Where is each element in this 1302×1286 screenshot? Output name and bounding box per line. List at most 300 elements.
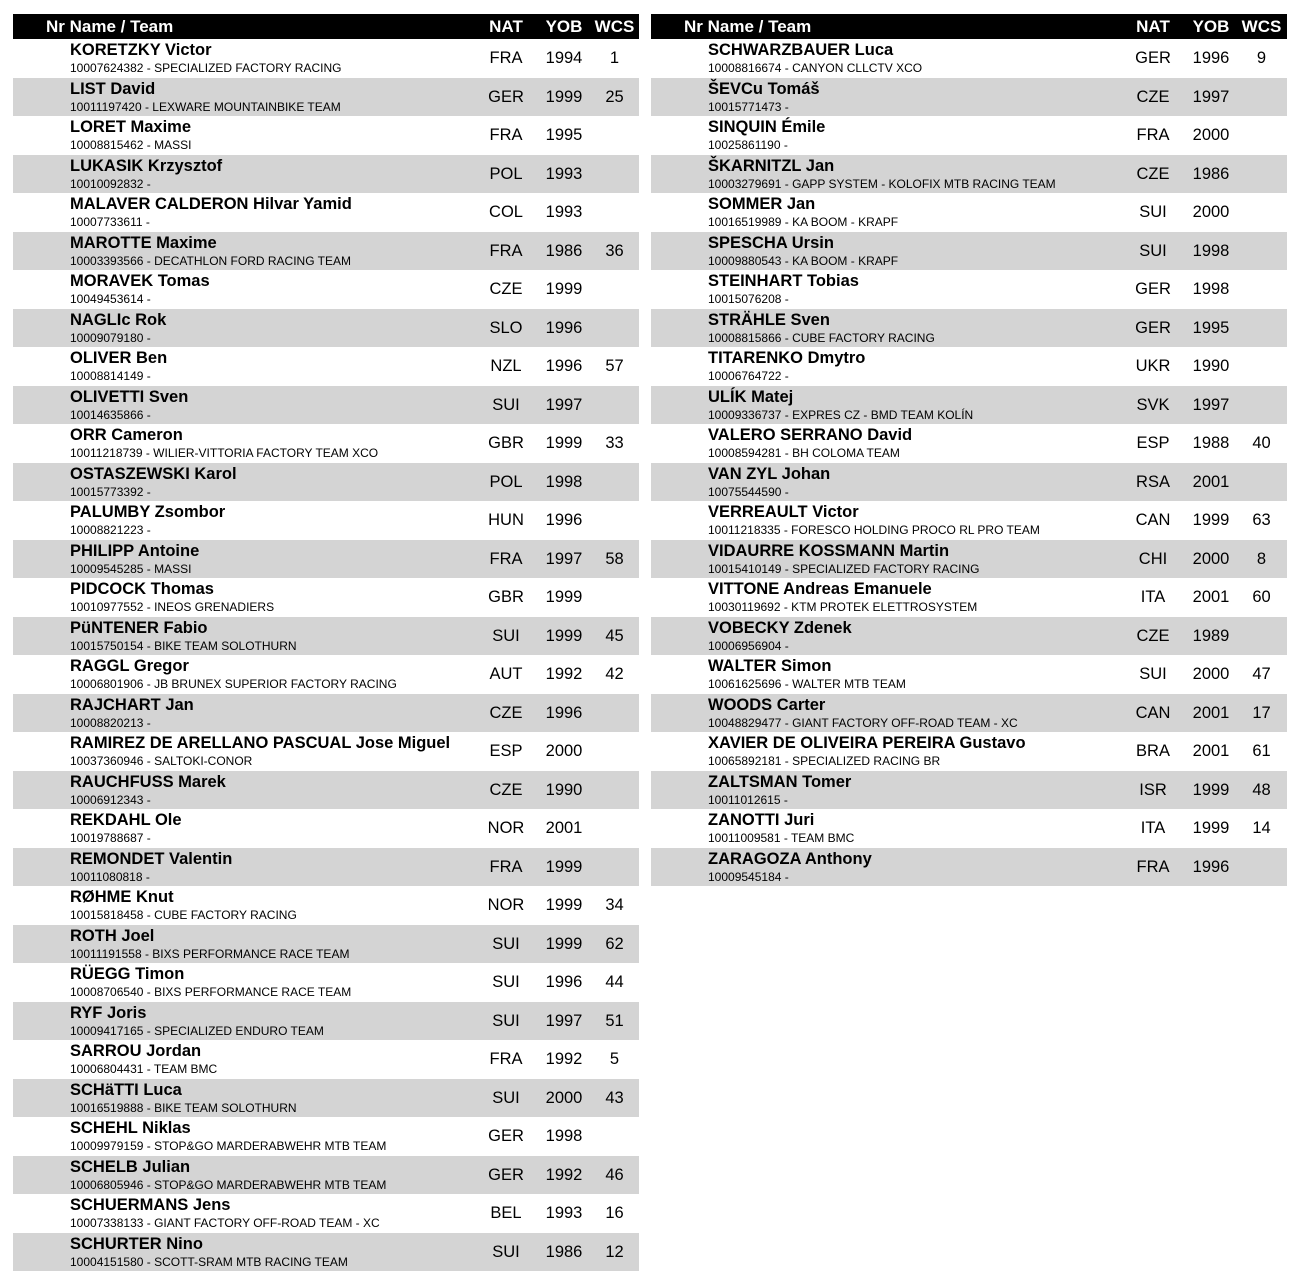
rider-team: 10010977552 - INEOS GRENADIERS — [70, 600, 275, 614]
rider-name: ULÍK Matej — [708, 387, 794, 406]
table-row — [651, 463, 1287, 502]
rider-name: NAGLIc Rok — [70, 310, 167, 329]
rider-wcs: 14 — [1252, 819, 1271, 837]
rider-name: RAGGL Gregor — [70, 657, 189, 675]
rider-wcs: 47 — [1252, 665, 1271, 683]
rider-name: REKDAHL Ole — [70, 811, 182, 829]
table-row — [13, 232, 639, 271]
rider-team: 10008821223 - — [70, 523, 151, 537]
table-header — [651, 14, 1287, 39]
rider-team: 10008814149 - — [70, 369, 151, 383]
rider-name: KORETZKY Victor — [70, 41, 212, 59]
table-row — [651, 270, 1287, 309]
rider-wcs: 17 — [1252, 703, 1271, 722]
rider-nat: FRA — [489, 1050, 523, 1068]
rider-name: SOMMER Jan — [708, 195, 816, 213]
rider-team: 10007338133 - GIANT FACTORY OFF-ROAD TEAM - XC — [70, 1216, 380, 1230]
rider-nat: SUI — [492, 973, 520, 991]
rider-team: 10009545285 - MASSI — [70, 561, 192, 576]
rider-yob: 1993 — [545, 164, 583, 183]
rider-team: 10048829477 - GIANT FACTORY OFF-ROAD TEAM - XC — [708, 715, 1018, 730]
rider-wcs: 12 — [605, 1242, 624, 1261]
rider-wcs: 43 — [605, 1088, 624, 1107]
rider-nat: ITA — [1140, 819, 1166, 837]
rider-name: ŠEVCu Tomáš — [708, 79, 820, 98]
table-row — [13, 193, 639, 232]
table-row — [13, 1233, 639, 1272]
rider-team: 10011012615 - — [708, 792, 788, 807]
rider-team: 10008815462 - MASSI — [70, 138, 192, 152]
rider-team: 10061625696 - WALTER MTB TEAM — [708, 677, 906, 691]
rider-yob: 1990 — [1192, 357, 1230, 375]
rider-yob: 1986 — [1192, 164, 1230, 183]
rider-team: 10011218335 - FORESCO HOLDING PROCO RL PRO TEAM — [708, 523, 1040, 537]
rider-nat: FRA — [489, 241, 523, 260]
rider-wcs: 16 — [605, 1204, 624, 1222]
rider-nat: SLO — [489, 318, 523, 337]
rider-team: 10009336737 - EXPRES CZ - BMD TEAM KOLÍN — [708, 407, 974, 422]
table-row — [651, 386, 1287, 425]
rider-yob: 1999 — [545, 280, 583, 298]
rider-nat: SUI — [492, 1088, 520, 1107]
rider-team: 10014635866 - — [70, 407, 151, 422]
rider-yob: 1999 — [545, 896, 583, 914]
rider-nat: SUI — [492, 1011, 520, 1030]
rider-nat: ESP — [489, 742, 523, 760]
rider-team: 10011218739 - WILIER-VITTORIA FACTORY TEAM XCO — [70, 446, 379, 460]
rider-wcs: 40 — [1252, 434, 1271, 452]
rider-name: STRÄHLE Sven — [708, 310, 830, 329]
rider-team: 10006801906 - JB BRUNEX SUPERIOR FACTORY RACING — [70, 677, 397, 691]
rider-name: VOBECKY Zdenek — [708, 618, 852, 637]
rider-wcs: 25 — [605, 87, 624, 106]
rider-name: SPESCHA Ursin — [708, 233, 834, 252]
table-row — [13, 578, 639, 617]
rider-nat: SUI — [492, 934, 520, 953]
rider-nat: GER — [1135, 280, 1171, 298]
table-header — [13, 14, 639, 39]
table-row — [13, 617, 639, 656]
rider-yob: 1996 — [545, 511, 583, 529]
rider-wcs: 33 — [605, 434, 624, 452]
rider-nat: CZE — [1136, 164, 1170, 183]
rider-nat: GER — [488, 87, 524, 106]
rider-nat: GER — [1135, 49, 1171, 67]
rider-wcs: 60 — [1252, 588, 1271, 606]
rider-nat: SUI — [1139, 203, 1167, 221]
rider-yob: 1997 — [545, 1011, 583, 1030]
rider-name: ROTH Joel — [70, 926, 155, 945]
rider-name: TITARENKO Dmytro — [708, 349, 866, 367]
table-row — [651, 155, 1287, 194]
rider-nat: NOR — [487, 819, 525, 837]
rider-team: 10019788687 - — [70, 831, 151, 845]
rider-team: 10008820213 - — [70, 715, 151, 730]
table-row — [13, 540, 639, 579]
rider-name: WOODS Carter — [708, 695, 826, 714]
rider-yob: 1999 — [545, 626, 583, 645]
rider-yob: 1995 — [545, 126, 583, 144]
rider-yob: 1992 — [545, 1050, 583, 1068]
rider-name: VITTONE Andreas Emanuele — [708, 580, 932, 598]
rider-yob: 1986 — [545, 1242, 583, 1261]
rider-name: SCHELB Julian — [70, 1157, 191, 1176]
rider-yob: 1986 — [545, 241, 583, 260]
rider-wcs: 62 — [605, 934, 624, 953]
rider-nat: UKR — [1135, 357, 1171, 375]
rider-team: 10006956904 - — [708, 638, 789, 653]
rider-team: 10015076208 - — [708, 292, 789, 306]
table-row — [651, 309, 1287, 348]
rider-nat: NOR — [487, 896, 525, 914]
rider-team: 10015410149 - SPECIALIZED FACTORY RACING — [708, 561, 980, 576]
rider-team: 10006805946 - STOP&GO MARDERABWEHR MTB TEAM — [70, 1177, 387, 1192]
rider-yob: 1998 — [1192, 280, 1230, 298]
rider-yob: 1999 — [545, 434, 583, 452]
header-nat: NAT — [489, 17, 523, 36]
table-row — [651, 809, 1287, 848]
table-row — [651, 694, 1287, 733]
rider-nat: CHI — [1138, 549, 1168, 568]
rider-yob: 2001 — [1192, 588, 1230, 606]
table-row — [13, 886, 639, 925]
rider-yob: 1999 — [545, 588, 583, 606]
rider-name: LUKASIK Krzysztof — [70, 156, 223, 175]
rider-yob: 1996 — [545, 703, 583, 722]
rider-nat: GER — [488, 1127, 524, 1145]
rider-name: ŠKARNITZL Jan — [708, 156, 835, 175]
rider-team: 10037360946 - SALTOKI-CONOR — [70, 754, 253, 768]
rider-name: REMONDET Valentin — [70, 849, 233, 868]
rider-name: STEINHART Tobias — [708, 272, 859, 290]
table-row — [13, 694, 639, 733]
header-wcs: WCS — [594, 17, 635, 36]
rider-name: OSTASZEWSKI Karol — [70, 464, 237, 483]
rider-name: PüNTENER Fabio — [70, 618, 208, 637]
table-row — [651, 232, 1287, 271]
rider-team: 10015773392 - — [70, 484, 151, 499]
rider-team: 10006804431 - TEAM BMC — [70, 1062, 218, 1076]
rider-team: 10008594281 - BH COLOMA TEAM — [708, 446, 900, 460]
rider-yob: 1997 — [1192, 87, 1230, 106]
rider-nat: FRA — [1136, 126, 1170, 144]
rider-yob: 1994 — [545, 49, 583, 67]
rider-team: 10015818458 - CUBE FACTORY RACING — [70, 908, 297, 922]
table-row — [13, 386, 639, 425]
rider-nat: SUI — [1139, 241, 1167, 260]
rider-nat: CZE — [489, 780, 523, 799]
rider-yob: 2001 — [1192, 703, 1230, 722]
header-yob: YOB — [1192, 17, 1230, 36]
rider-yob: 1992 — [545, 1165, 583, 1184]
rider-yob: 2001 — [1192, 472, 1230, 491]
rider-yob: 1993 — [545, 1204, 583, 1222]
rider-name: ZARAGOZA Anthony — [708, 849, 872, 868]
rider-yob: 2000 — [1192, 126, 1230, 144]
rider-team: 10075544590 - — [708, 484, 789, 499]
rider-team: 10003279691 - GAPP SYSTEM - KOLOFIX MTB RACING TEAM — [708, 176, 1056, 191]
rider-wcs: 34 — [605, 896, 624, 914]
rider-name: MALAVER CALDERON Hilvar Yamid — [70, 195, 352, 213]
rider-yob: 2000 — [1192, 203, 1230, 221]
rider-wcs: 8 — [1256, 549, 1267, 568]
rider-wcs: 9 — [1256, 49, 1267, 67]
table-row — [13, 270, 639, 309]
table-row — [651, 655, 1287, 694]
rider-team: 10009417165 - SPECIALIZED ENDURO TEAM — [70, 1023, 324, 1038]
rider-team: 10016519888 - BIKE TEAM SOLOTHURN — [70, 1100, 297, 1115]
rider-nat: GBR — [488, 588, 524, 606]
rider-team: 10030119692 - KTM PROTEK ELETTROSYSTEM — [708, 600, 978, 614]
rider-team: 10008816674 - CANYON CLLCTV XCO — [708, 61, 923, 75]
rider-wcs: 48 — [1252, 780, 1271, 799]
rider-nat: CZE — [489, 703, 523, 722]
table-row — [13, 1117, 639, 1156]
rider-team: 10006912343 - — [70, 792, 151, 807]
rider-team: 10008706540 - BIXS PERFORMANCE RACE TEAM — [70, 985, 352, 999]
table-row — [13, 1194, 639, 1233]
rider-nat: HUN — [488, 511, 524, 529]
rider-wcs: 58 — [605, 549, 624, 568]
rider-nat: AUT — [489, 665, 523, 683]
rider-name: MAROTTE Maxime — [70, 233, 217, 252]
table-row — [13, 809, 639, 848]
rider-yob: 1996 — [1192, 49, 1230, 67]
rider-nat: SVK — [1136, 395, 1170, 414]
rider-name: SARROU Jordan — [70, 1042, 202, 1060]
rider-team: 10008815866 - CUBE FACTORY RACING — [708, 330, 935, 345]
rider-nat: ITA — [1140, 588, 1166, 606]
rider-team: 10009079180 - — [70, 330, 151, 345]
rider-team: 10006764722 - — [708, 369, 789, 383]
rider-name: PALUMBY Zsombor — [70, 503, 226, 521]
rider-name: RAUCHFUSS Marek — [70, 772, 226, 791]
rider-team: 10049453614 - — [70, 292, 151, 306]
rider-name: WALTER Simon — [708, 657, 832, 675]
table-row — [651, 424, 1287, 463]
rider-nat: CZE — [1136, 87, 1170, 106]
rider-yob: 1993 — [545, 203, 583, 221]
rider-name: SINQUIN Émile — [708, 118, 826, 136]
rider-name: XAVIER DE OLIVEIRA PEREIRA Gustavo — [708, 734, 1026, 752]
header-name: Nr Name / Team — [684, 17, 812, 36]
table-row — [13, 309, 639, 348]
rider-name: RÜEGG Timon — [70, 965, 185, 983]
rider-nat: FRA — [489, 857, 523, 876]
rider-yob: 1998 — [545, 1127, 583, 1145]
rider-yob: 1999 — [545, 87, 583, 106]
rider-yob: 1995 — [1192, 318, 1230, 337]
rider-yob: 1990 — [545, 780, 583, 799]
rider-name: ORR Cameron — [70, 426, 183, 444]
table-row — [651, 617, 1287, 656]
table-row — [651, 347, 1287, 386]
rider-nat: ESP — [1136, 434, 1170, 452]
table-row — [13, 155, 639, 194]
rider-team: 10010092832 - — [70, 176, 151, 191]
rider-name: VALERO SERRANO David — [708, 426, 913, 444]
rider-name: RAMIREZ DE ARELLANO PASCUAL Jose Miguel — [70, 734, 451, 752]
rider-nat: POL — [489, 164, 523, 183]
table-row — [651, 78, 1287, 117]
rider-yob: 2001 — [1192, 742, 1230, 760]
rider-team: 10011009581 - TEAM BMC — [708, 831, 855, 845]
rider-team: 10011191558 - BIXS PERFORMANCE RACE TEAM — [70, 946, 350, 961]
table-row — [651, 771, 1287, 810]
table-row — [651, 116, 1287, 155]
rider-team: 10004151580 - SCOTT-SRAM MTB RACING TEAM — [70, 1254, 348, 1269]
table-row — [13, 347, 639, 386]
table-row — [13, 39, 639, 78]
rider-nat: CZE — [1136, 626, 1170, 645]
rider-team: 10011080818 - — [70, 869, 150, 884]
table-row — [13, 963, 639, 1002]
table-row — [13, 78, 639, 117]
rider-team: 10011197420 - LEXWARE MOUNTAINBIKE TEAM — [70, 99, 341, 114]
table-row — [13, 1002, 639, 1041]
rider-name: VIDAURRE KOSSMANN Martin — [708, 541, 950, 560]
rider-name: PHILIPP Antoine — [70, 541, 200, 560]
rider-team: 10009880543 - KA BOOM - KRAPF — [708, 253, 899, 268]
rider-team: 10003393566 - DECATHLON FORD RACING TEAM — [70, 253, 351, 268]
rider-nat: SUI — [1139, 665, 1167, 683]
rider-name: ZANOTTI Juri — [708, 811, 815, 829]
header-yob: YOB — [545, 17, 583, 36]
rider-wcs: 63 — [1252, 511, 1271, 529]
rider-yob: 1989 — [1192, 626, 1230, 645]
rider-wcs: 36 — [605, 241, 624, 260]
rider-yob: 2000 — [1192, 549, 1230, 568]
rider-yob: 2000 — [1192, 665, 1230, 683]
table-row — [13, 463, 639, 502]
rider-yob: 2000 — [545, 1088, 583, 1107]
rider-nat: GER — [1135, 318, 1171, 337]
rider-name: PIDCOCK Thomas — [70, 580, 214, 598]
rider-wcs: 46 — [605, 1165, 624, 1184]
rider-yob: 1992 — [545, 665, 583, 683]
rider-yob: 1997 — [1192, 395, 1230, 414]
rider-yob: 1996 — [545, 318, 583, 337]
rider-nat: COL — [489, 203, 523, 221]
table-row — [13, 501, 639, 540]
rider-name: LIST David — [70, 79, 156, 98]
rider-wcs: 61 — [1252, 742, 1271, 760]
table-row — [13, 655, 639, 694]
rider-nat: NZL — [490, 357, 522, 375]
rider-team: 10015771473 - — [708, 99, 789, 114]
rider-name: OLIVER Ben — [70, 349, 168, 367]
rider-nat: SUI — [492, 395, 520, 414]
rider-nat: FRA — [489, 126, 523, 144]
rider-nat: GBR — [488, 434, 524, 452]
rider-yob: 1996 — [545, 357, 583, 375]
rider-name: VAN ZYL Johan — [708, 464, 831, 483]
table-row — [13, 1079, 639, 1118]
rider-yob: 1999 — [545, 857, 583, 876]
table-row — [651, 848, 1287, 887]
rider-name: VERREAULT Victor — [708, 503, 859, 521]
rider-name: SCHURTER Nino — [70, 1234, 203, 1253]
rider-nat: RSA — [1136, 472, 1170, 491]
rider-nat: BEL — [490, 1204, 522, 1222]
rider-team: 10007624382 - SPECIALIZED FACTORY RACING — [70, 61, 342, 75]
rider-team: 10015750154 - BIKE TEAM SOLOTHURN — [70, 638, 297, 653]
rider-name: OLIVETTI Sven — [70, 387, 189, 406]
rider-name: LORET Maxime — [70, 118, 192, 136]
rider-yob: 1996 — [1192, 857, 1230, 876]
table-row — [651, 501, 1287, 540]
start-list-left — [13, 14, 639, 1271]
rider-name: RYF Joris — [70, 1003, 147, 1022]
rider-team: 10025861190 - — [708, 138, 788, 152]
rider-yob: 1998 — [545, 472, 583, 491]
rider-team: 10065892181 - SPECIALIZED RACING BR — [708, 754, 941, 768]
rider-yob: 1997 — [545, 549, 583, 568]
rider-nat: CZE — [489, 280, 523, 298]
rider-nat: FRA — [489, 549, 523, 568]
header-wcs: WCS — [1241, 17, 1282, 36]
rider-name: ZALTSMAN Tomer — [708, 772, 852, 791]
rider-yob: 1999 — [1192, 819, 1230, 837]
rider-wcs: 5 — [609, 1050, 620, 1068]
rider-nat: BRA — [1136, 742, 1170, 760]
rider-yob: 2000 — [545, 742, 583, 760]
rider-team: 10007733611 - — [70, 215, 150, 229]
table-row — [651, 578, 1287, 617]
rider-nat: SUI — [492, 626, 520, 645]
rider-wcs: 45 — [605, 626, 624, 645]
rider-nat: CAN — [1135, 511, 1171, 529]
rider-name: RØHME Knut — [70, 888, 174, 906]
rider-nat: POL — [489, 472, 523, 491]
table-row — [651, 39, 1287, 78]
rider-name: SCHWARZBAUER Luca — [708, 41, 894, 59]
table-row — [651, 193, 1287, 232]
rider-nat: GER — [488, 1165, 524, 1184]
start-list-right — [651, 14, 1287, 886]
rider-wcs: 1 — [609, 49, 620, 67]
rider-nat: SUI — [492, 1242, 520, 1261]
table-row — [13, 1156, 639, 1195]
table-row — [13, 732, 639, 771]
rider-wcs: 51 — [605, 1011, 624, 1030]
table-row — [13, 925, 639, 964]
rider-nat: CAN — [1135, 703, 1171, 722]
rider-yob: 1999 — [1192, 780, 1230, 799]
rider-name: MORAVEK Tomas — [70, 272, 210, 290]
table-row — [13, 771, 639, 810]
table-row — [13, 116, 639, 155]
rider-team: 10016519989 - KA BOOM - KRAPF — [708, 215, 899, 229]
rider-team: 10009545184 - — [708, 869, 789, 884]
table-row — [651, 540, 1287, 579]
header-name: Nr Name / Team — [46, 17, 174, 36]
rider-yob: 1999 — [545, 934, 583, 953]
rider-yob: 1997 — [545, 395, 583, 414]
rider-wcs: 42 — [605, 665, 624, 683]
table-row — [13, 848, 639, 887]
rider-yob: 2001 — [545, 819, 583, 837]
rider-name: SCHäTTI Luca — [70, 1080, 182, 1099]
rider-name: SCHEHL Niklas — [70, 1119, 191, 1137]
rider-nat: ISR — [1139, 780, 1167, 799]
rider-name: RAJCHART Jan — [70, 695, 194, 714]
rider-yob: 1998 — [1192, 241, 1230, 260]
rider-name: SCHUERMANS Jens — [70, 1196, 231, 1214]
rider-wcs: 57 — [605, 357, 624, 375]
rider-yob: 1988 — [1192, 434, 1230, 452]
rider-nat: FRA — [489, 49, 523, 67]
